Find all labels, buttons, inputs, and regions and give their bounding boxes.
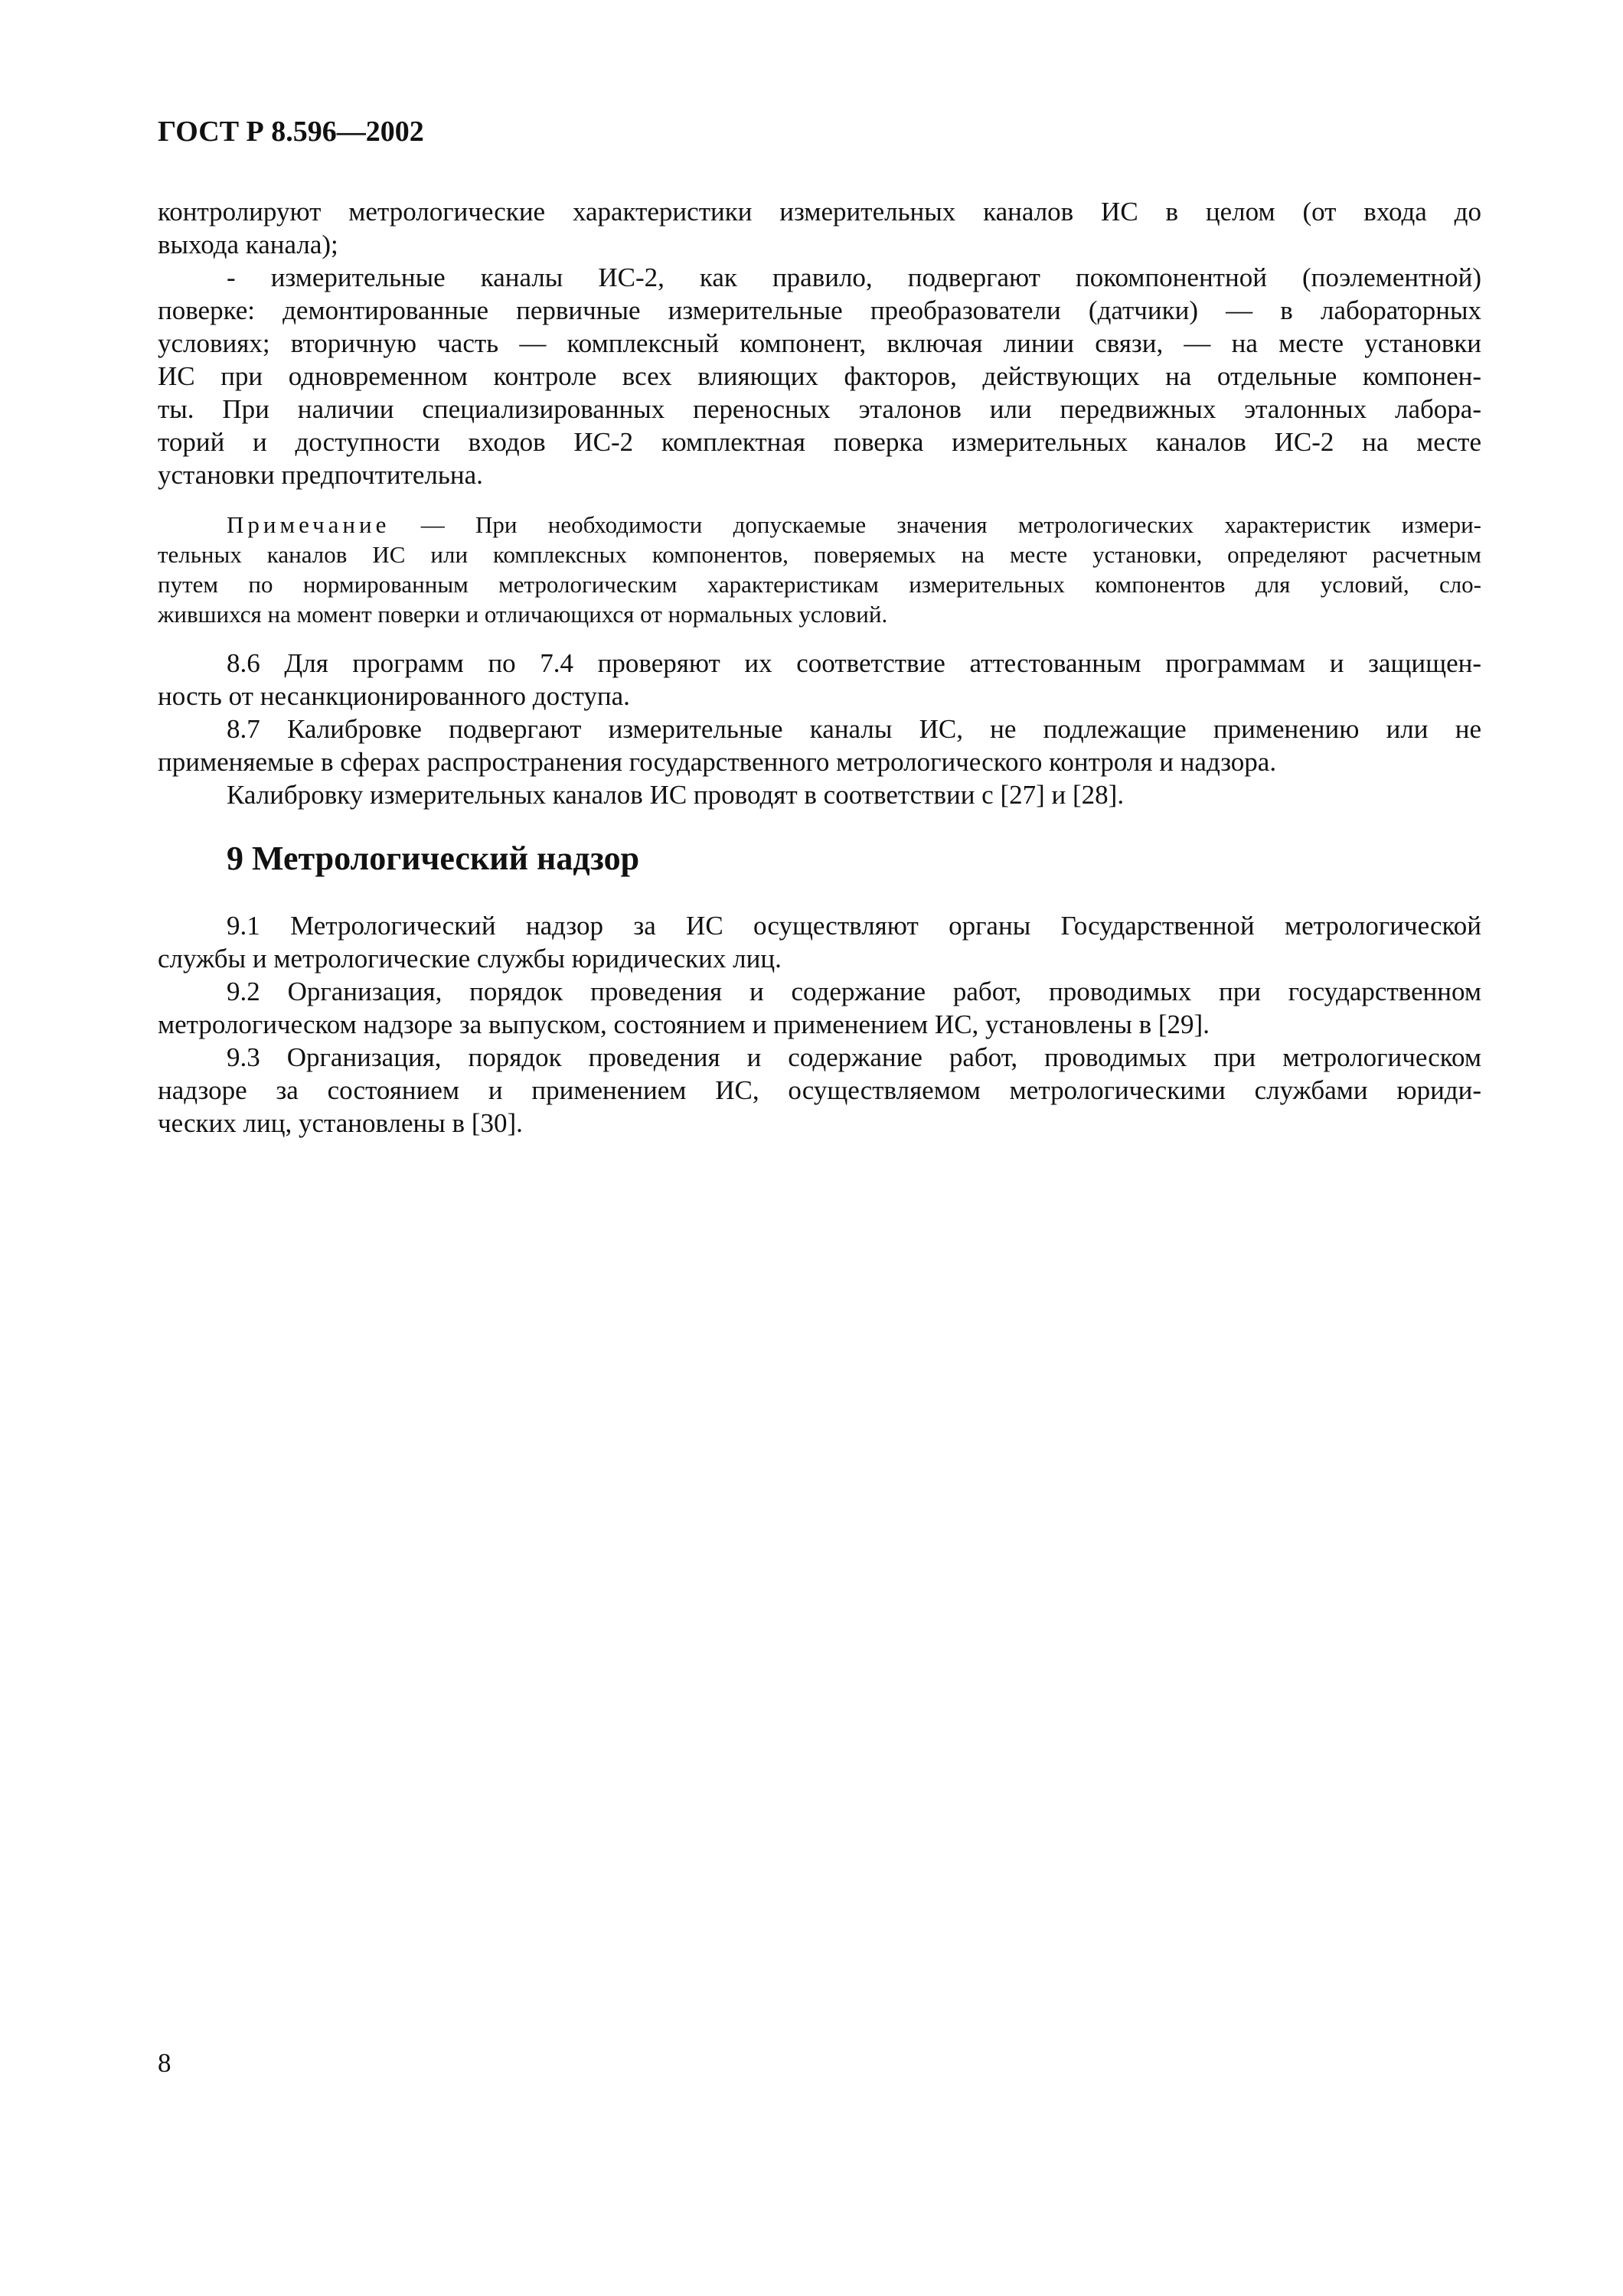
text-line: Калибровку измерительных каналов ИС проводят в соответствии с [27] и [28]. [227, 780, 1125, 810]
section-8-items [158, 647, 1481, 811]
note-line: тельных каналов ИС или комплексных компонентов, поверяемых на месте установки, определяют расчетным [158, 541, 1481, 568]
text-line: службы и метрологические службы юридических лиц. [158, 944, 782, 974]
text-line: 9.2 Организация, порядок проведения и содержание работ, проводимых при государственном [227, 977, 1481, 1006]
text-line: контролируют метрологические характеристики измерительных каналов ИС в целом (от входа до [158, 197, 1481, 227]
page-number: 8 [158, 2048, 171, 2078]
section-9-items [158, 909, 1481, 1140]
text-line: применяемые в сферах распространения государственного метрологического контроля и надзора. [158, 747, 1277, 777]
text-line: установки предпочтительна. [158, 460, 483, 490]
text-line: ИС при одновременном контроле всех влияющих факторов, действующих на отдельные компонен- [158, 361, 1481, 391]
note-text: — При необходимости допускаемые значения метрологических характеристик измери- [390, 511, 1481, 538]
text-line: торий и доступности входов ИС-2 комплектная поверка измерительных каналов ИС-2 на месте [158, 427, 1481, 457]
text-line: ность от несанкционированного доступа. [158, 681, 630, 711]
note-line: путем по нормированным метрологическим характеристикам измерительных компонентов для условий, сло- [158, 571, 1481, 598]
text-line: поверке: демонтированные первичные измерительные преобразователи (датчики) — в лабораторных [158, 295, 1481, 325]
text-line: выхода канала); [158, 230, 338, 259]
text-line: 9.3 Организация, порядок проведения и содержание работ, проводимых при метрологическом [227, 1042, 1481, 1072]
text-line: ческих лиц, установлены в [30]. [158, 1108, 523, 1138]
text-line: 8.7 Калибровке подвергают измерительные каналы ИС, не подлежащие применению или не [227, 714, 1481, 744]
text-line: - измерительные каналы ИС-2, как правило, подвергают покомпонентной (поэлементной) [227, 263, 1481, 292]
document-header: ГОСТ Р 8.596—2002 [158, 116, 424, 148]
text-line: надзоре за состоянием и применением ИС, осуществляемом метрологическими службами юриди- [158, 1075, 1481, 1105]
note [158, 510, 1481, 629]
section-title: 9 Метрологический надзор [227, 840, 640, 877]
text-line: ты. При наличии специализированных переносных эталонов или передвижных эталонных лабора- [158, 394, 1481, 424]
text-line: 8.6 Для программ по 7.4 проверяют их соответствие аттестованным программам и защищен- [227, 648, 1481, 678]
note-line: жившихся на момент поверки и отличающихся от нормальных условий. [158, 601, 888, 628]
text-line: условиях; вторичную часть — комплексный компонент, включая линии связи, — на месте установки [158, 328, 1481, 358]
note-label: Примечание [227, 511, 390, 538]
note-first-line [158, 510, 1481, 540]
body-text-top [158, 195, 1481, 491]
text-line: 9.1 Метрологический надзор за ИС осуществляют органы Государственной метрологической [227, 911, 1481, 941]
text-line: метрологическом надзоре за выпуском, состоянием и применением ИС, установлены в [29]. [158, 1009, 1210, 1039]
